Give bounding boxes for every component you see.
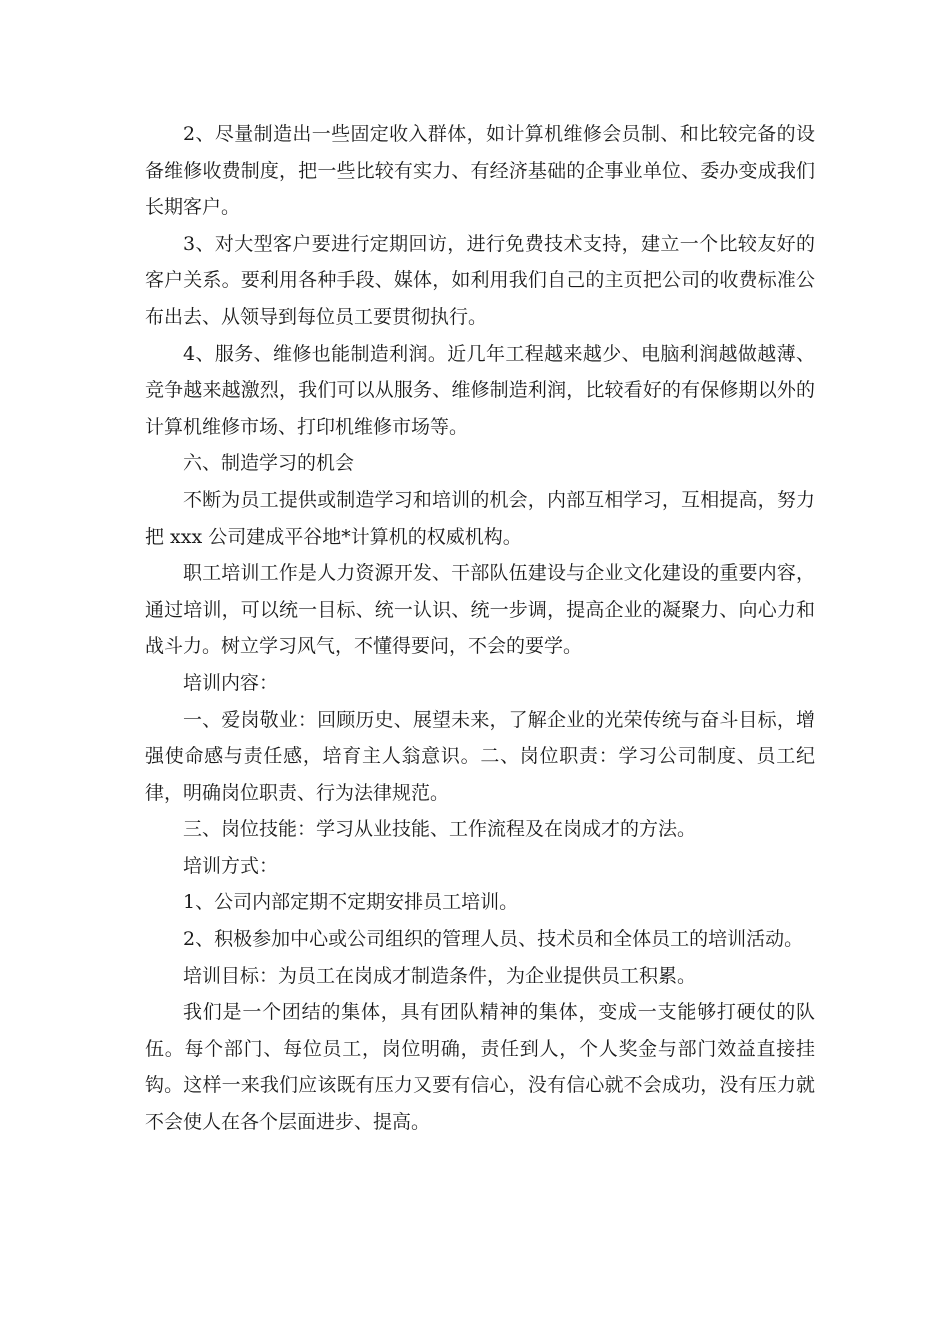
paragraph-service-profit: 4、服务、维修也能制造利润。近几年工程越来越少、电脑利润越做越薄、竞争越来越激烈，我们可以从服务、维修制造利润，比较看好的有保修期以外的计算机维修市场、打印机维修市场等。: [145, 342, 815, 438]
list-item-external-training: 2、积极参加中心或公司组织的管理人员、技术员和全体员工的培训活动。: [183, 928, 804, 951]
section-heading-learning: 六、制造学习的机会: [183, 452, 355, 475]
label-training-methods: 培训方式：: [183, 854, 279, 877]
paragraph-team-spirit: 我们是一个团结的集体，具有团队精神的集体，变成一支能够打硬仗的队伍。每个部门、每位员工，岗位明确，责任到人，个人奖金与部门效益直接挂钩。这样一来我们应该既有压力又要有信心，没有信心就不会成功，没有压力就不会使人在各个层面进步、提高。: [145, 1001, 815, 1134]
list-item-internal-training: 1、公司内部定期不定期安排员工培训。: [183, 891, 519, 914]
paragraph-training-goal: 培训目标：为员工在岗成才制造条件，为企业提供员工积累。: [183, 964, 697, 987]
paragraph-training-importance: 职工培训工作是人力资源开发、干部队伍建设与企业文化建设的重要内容，通过培训，可以统一目标、统一认识、统一步调，提高企业的凝聚力、向心力和战斗力。树立学习风气，不懂得要问，不会的要学。: [145, 562, 815, 658]
paragraph-job-skills: 三、岗位技能：学习从业技能、工作流程及在岗成才的方法。: [183, 818, 697, 841]
paragraph-training-items: 一、爱岗敬业：回顾历史、展望未来，了解企业的光荣传统与奋斗目标，增强使命感与责任感，培育主人翁意识。二、岗位职责：学习公司制度、员工纪律，明确岗位职责、行为法律规范。: [145, 708, 815, 804]
label-training-content: 培训内容：: [183, 671, 279, 694]
paragraph-learning-opportunities: 不断为员工提供或制造学习和培训的机会，内部互相学习，互相提高，努力把 xxx 公司建成平谷地*计算机的权威机构。: [145, 488, 815, 548]
paragraph-fixed-income-customers: 2、尽量制造出一些固定收入群体，如计算机维修会员制、和比较完备的设备维修收费制度，把一些比较有实力、有经济基础的企事业单位、委办变成我们长期客户。: [145, 123, 815, 219]
paragraph-client-visits: 3、对大型客户要进行定期回访，进行免费技术支持，建立一个比较友好的客户关系。要利用各种手段、媒体，如利用我们自己的主页把公司的收费标准公布出去、从领导到每位员工要贯彻执行。: [145, 232, 815, 328]
document-body: [145, 116, 815, 1141]
